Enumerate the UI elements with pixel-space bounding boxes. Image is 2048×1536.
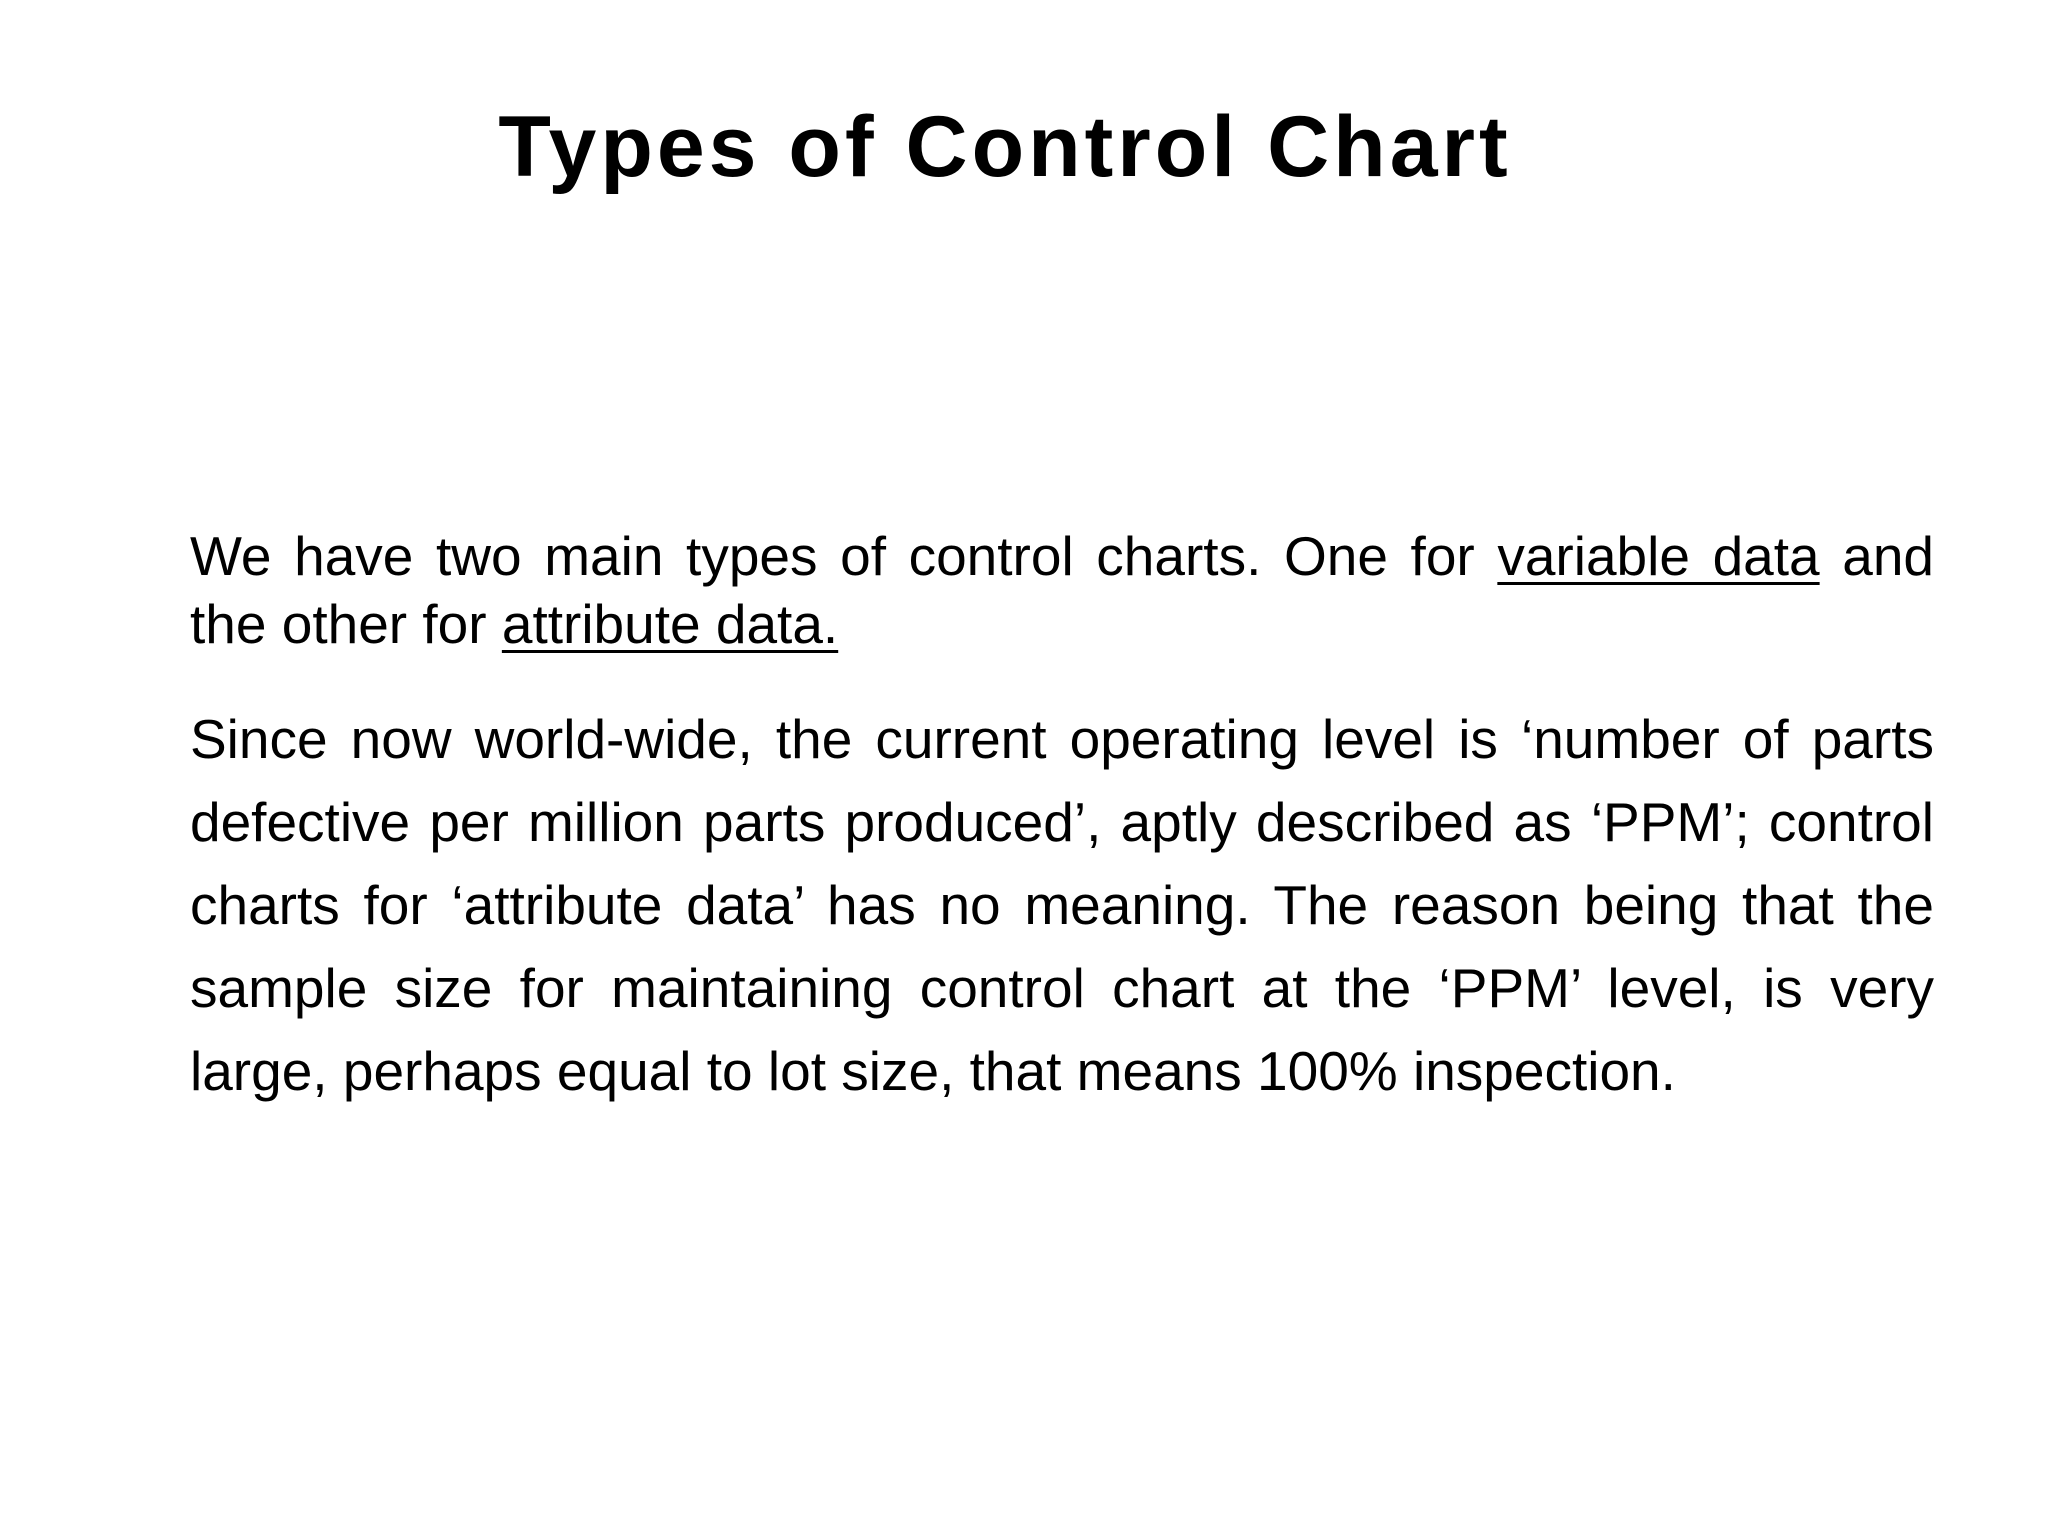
intro-paragraph xyxy=(190,522,1934,658)
slide-title: Types of Control Chart xyxy=(498,99,1512,195)
intro-text-a: We have two main types of control charts. One for xyxy=(190,525,1498,587)
ppm-paragraph: Since now world-wide, the current operating level is ‘number of parts defective per million parts produced’, aptly described as ‘PPM’; control charts for ‘attribute data’ has no meaning. The reason being that the sample size for maintaining control chart at the ‘PPM’ level, is very large, perhaps equal to lot size, that means 100% inspection. xyxy=(190,708,1934,1102)
variable-data-term: variable data xyxy=(1497,525,1820,587)
intro-text-b: and the other for xyxy=(190,525,1935,655)
attribute-data-term: attribute data. xyxy=(501,593,839,655)
slide-body xyxy=(190,522,1934,1113)
